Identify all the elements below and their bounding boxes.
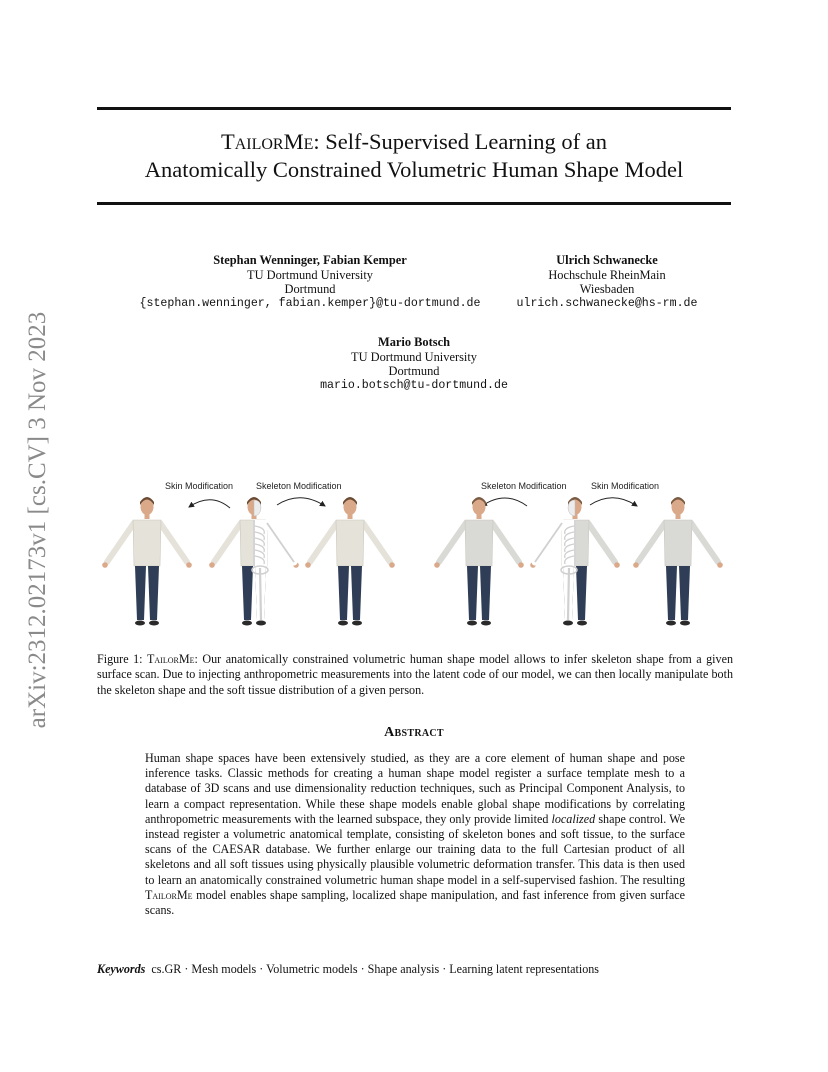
label-skeleton-modification-right: Skeleton Modification xyxy=(481,481,567,491)
person-male-2 xyxy=(633,497,723,626)
author-email[interactable]: ulrich.schwanecke@hs-rm.de xyxy=(516,296,698,310)
skeleton-overlay xyxy=(535,500,577,620)
author-email[interactable]: mario.botsch@tu-dortmund.de xyxy=(320,378,508,392)
title-line-1 xyxy=(97,128,731,156)
author-city: Dortmund xyxy=(388,364,440,379)
person-female-2 xyxy=(305,497,395,626)
caption-brand-a: Tailor xyxy=(147,652,179,666)
person-female-skeleton xyxy=(209,497,299,626)
author-city: Wiesbaden xyxy=(579,282,635,297)
label-skin-modification-left: Skin Modification xyxy=(165,481,234,491)
author-affiliation: TU Dortmund University xyxy=(247,267,373,282)
person-female-1 xyxy=(102,497,192,626)
paper-title xyxy=(97,128,731,184)
caption-prefix: Figure 1: xyxy=(97,652,148,666)
title-bottom-rule xyxy=(97,202,731,205)
arrow-arc-4 xyxy=(590,498,637,506)
abstract-emphasis: localized xyxy=(551,811,596,826)
abstract-text-3: model enables shape sampling, localized shape manipulation, and fast inference from given surface scans. xyxy=(145,887,685,918)
author-block-2 xyxy=(500,253,714,311)
title-line-2: Anatomically Constrained Volumetric Human Shape Model xyxy=(144,157,684,182)
abstract-brand-a: Tailor xyxy=(145,887,177,902)
author-name: Mario Botsch xyxy=(378,335,450,349)
label-skin-modification-right: Skin Modification xyxy=(591,481,660,491)
author-block-1 xyxy=(120,253,500,311)
keywords-text: cs.GR · Mesh models · Volumetric models · Shape analysis · Learning latent representations xyxy=(151,962,600,976)
author-email[interactable]: {stephan.wenninger, fabian.kemper}@tu-dortmund.de xyxy=(139,296,481,310)
arrow-arc-1 xyxy=(189,500,230,508)
figure-illustration xyxy=(97,478,731,638)
author-city: Dortmund xyxy=(284,282,336,297)
figure-1 xyxy=(97,478,731,638)
author-affiliation: TU Dortmund University xyxy=(351,349,477,364)
keywords xyxy=(97,962,731,977)
abstract-text-2: shape control. We instead register a volumetric anatomical template, consisting of skeleton bones and soft tissue, to the surface scans of the CAESAR database. We further enlarge our training data to the full Cartesian product of all skeletons and all soft tissues using physically plausible volumetric deformation transfer. This data is then used to learn an anatomically constrained volumetric human shape model in a self-supervised fashion. The resulting xyxy=(145,811,686,887)
title-line-1-rest: : Self-Supervised Learning of an xyxy=(313,129,608,154)
title-top-rule xyxy=(97,107,731,110)
arrow-arc-3 xyxy=(482,498,527,506)
brand-tailor: Tailor xyxy=(220,129,284,154)
author-block-3 xyxy=(264,335,564,393)
author-affiliation: Hochschule RheinMain xyxy=(548,267,666,282)
keywords-label: Keywords xyxy=(97,962,146,976)
caption-brand-b: Me xyxy=(178,652,195,666)
label-skeleton-modification-left: Skeleton Modification xyxy=(256,481,342,491)
abstract-heading: Abstract xyxy=(384,725,444,740)
arxiv-stamp: arXiv:2312.02173v1 [cs.CV] 3 Nov 2023 xyxy=(24,311,51,729)
caption-text: : Our anatomically constrained volumetric human shape model allows to infer skeleton shape from a given surface scan. Due to injecting anthropometric measurements into the latent code of our model, we can then locally manipulate both the skeleton shape and the soft tissue distribution of a given person. xyxy=(97,652,734,697)
abstract-brand-b: Me xyxy=(176,887,193,902)
author-name: Stephan Wenninger, Fabian Kemper xyxy=(213,253,407,267)
author-name: Ulrich Schwanecke xyxy=(556,253,658,267)
abstract-text-1: Human shape spaces have been extensively studied, as they are a core element of human shape and pose inference tasks. Classic methods for creating a human shape model register a surface template mesh to a database of 3D scans and use dimensionality reduction techniques, such as Principal Component Analysis, to learn a compact representation. While these shape models enable global shape modifications by correlating anthropometric measurements with the learned subspace, they only provide limited xyxy=(145,751,685,826)
figure-caption xyxy=(97,652,733,698)
person-male-1 xyxy=(434,497,524,626)
abstract-body xyxy=(145,751,685,918)
person-male-skeleton xyxy=(530,497,620,626)
skeleton-overlay xyxy=(252,500,294,620)
arrow-arc-2 xyxy=(277,498,325,506)
brand-me: Me xyxy=(283,129,314,154)
